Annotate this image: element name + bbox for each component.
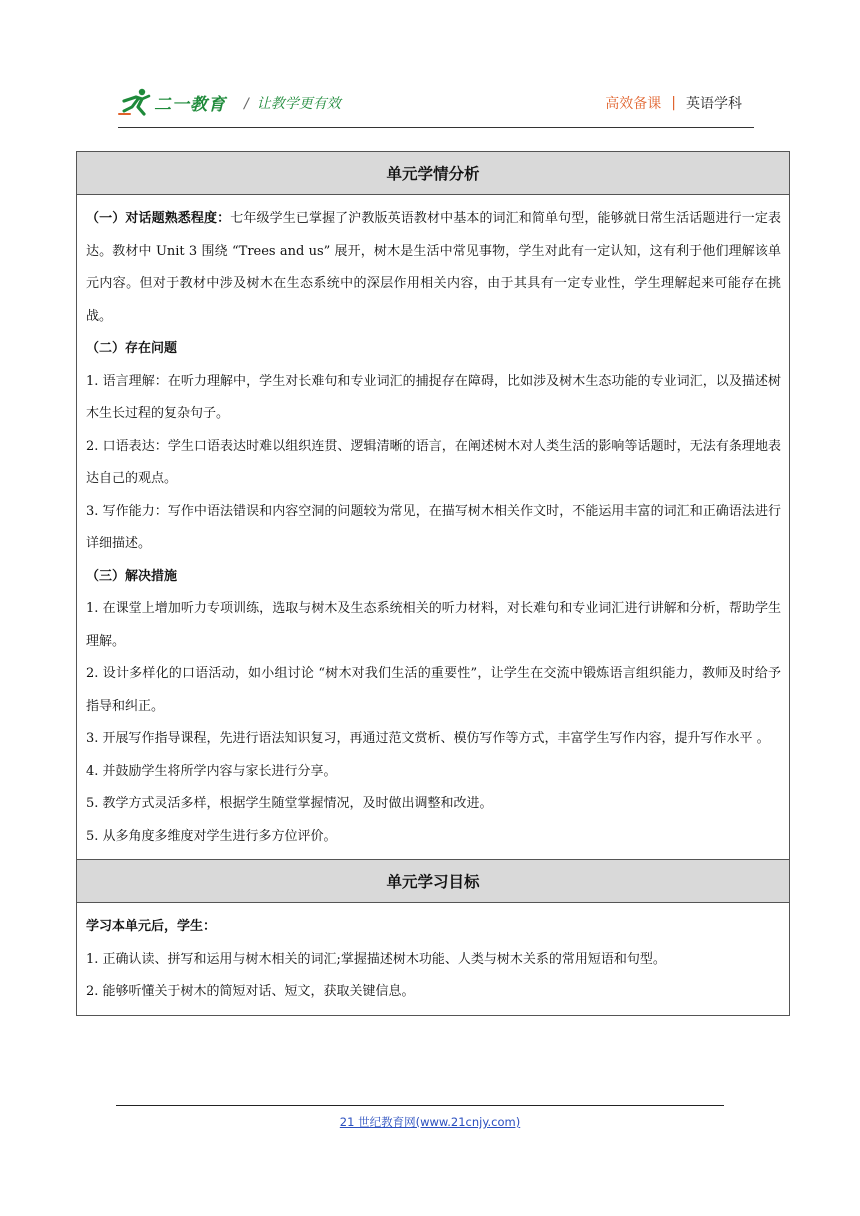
brand-logo[interactable]	[118, 84, 226, 120]
goal-item: 2. 能够听懂关于树木的简短对话、短文，获取关键信息。	[86, 984, 415, 999]
solution-item: 2. 设计多样化的口语活动，如小组讨论 “树木对我们生活的重要性”，让学生在交流中锻炼语言组织能力，教师及时给予指导和纠正。	[86, 666, 781, 714]
section-body-goals	[77, 903, 789, 1015]
section-title-analysis: 单元学情分析	[77, 152, 789, 195]
header-highlight: 高效备课	[605, 96, 662, 112]
solutions-heading: （三）解决措施	[86, 568, 178, 584]
solution-item: 3. 开展写作指导课程，先进行语法知识复习，再通过范文赏析、模仿写作等方式，丰富学生写作内容，提升写作水平 。	[86, 731, 770, 746]
problems-heading: （二）存在问题	[86, 341, 178, 356]
familiarity-paragraph	[86, 203, 781, 333]
header-right	[605, 93, 742, 113]
footer-divider	[116, 1105, 724, 1106]
problem-item: 3. 写作能力：写作中语法错误和内容空洞的问题较为常见，在描写树木相关作文时，不能运用丰富的词汇和正确语法进行详细描述。	[86, 503, 781, 551]
header-subject: 英语学科	[686, 96, 742, 112]
analysis-table	[76, 151, 790, 1016]
footer-link[interactable]: 21 世纪教育网(www.21cnjy.com)	[339, 1115, 521, 1129]
section-title-goals: 单元学习目标	[77, 859, 789, 903]
slogan-separator: /	[244, 96, 249, 112]
page-header	[118, 80, 754, 128]
solution-item: 1. 在课堂上增加听力专项训练，选取与树木及生态系统相关的听力材料，对长难句和专业词汇进行讲解和分析，帮助学生理解。	[86, 601, 781, 649]
familiarity-heading: （一）对话题熟悉程度：	[86, 211, 231, 226]
slogan	[244, 93, 341, 113]
solution-item: 5. 从多角度多维度对学生进行多方位评价。	[86, 828, 337, 844]
header-separator: |	[671, 95, 676, 111]
solution-item: 4. 并鼓励学生将所学内容与家长进行分享。	[86, 763, 337, 779]
problem-item: 1. 语言理解：在听力理解中，学生对长难句和专业词汇的捕捉存在障碍，比如涉及树木生态功能的专业词汇，以及描述树木生长过程的复杂句子。	[86, 373, 781, 421]
running-person-icon	[118, 87, 152, 117]
header-divider	[118, 127, 754, 128]
slogan-text: 让教学更有效	[256, 96, 341, 112]
familiarity-text: 七年级学生已掌握了沪教版英语教材中基本的词汇和简单句型，能够就日常生活话题进行一定表达。教材中 Unit 3 围绕 “Trees and us” 展开，树木是生活中常见事物，学生对此有一定认知，这有利于他们理解该单元内容。但对于教材中涉及树木在生态系统中的深层作用相关内容，由于其具有一定专业性，学生理解起来可能存在挑战。	[86, 211, 781, 324]
goal-item: 1. 正确认读、拼写和运用与树木相关的词汇;掌握描述树木功能、人类与树木关系的常用短语和句型。	[86, 951, 666, 967]
problem-item: 2. 口语表达：学生口语表达时难以组织连贯、逻辑清晰的语言，在阐述树木对人类生活的影响等话题时，无法有条理地表达自己的观点。	[86, 438, 781, 486]
solution-item: 5. 教学方式灵活多样，根据学生随堂掌握情况，及时做出调整和改进。	[86, 796, 493, 811]
section-body-analysis	[77, 195, 789, 859]
logo-text: 二一教育	[154, 94, 226, 115]
goals-intro: 学习本单元后，学生：	[86, 919, 217, 934]
